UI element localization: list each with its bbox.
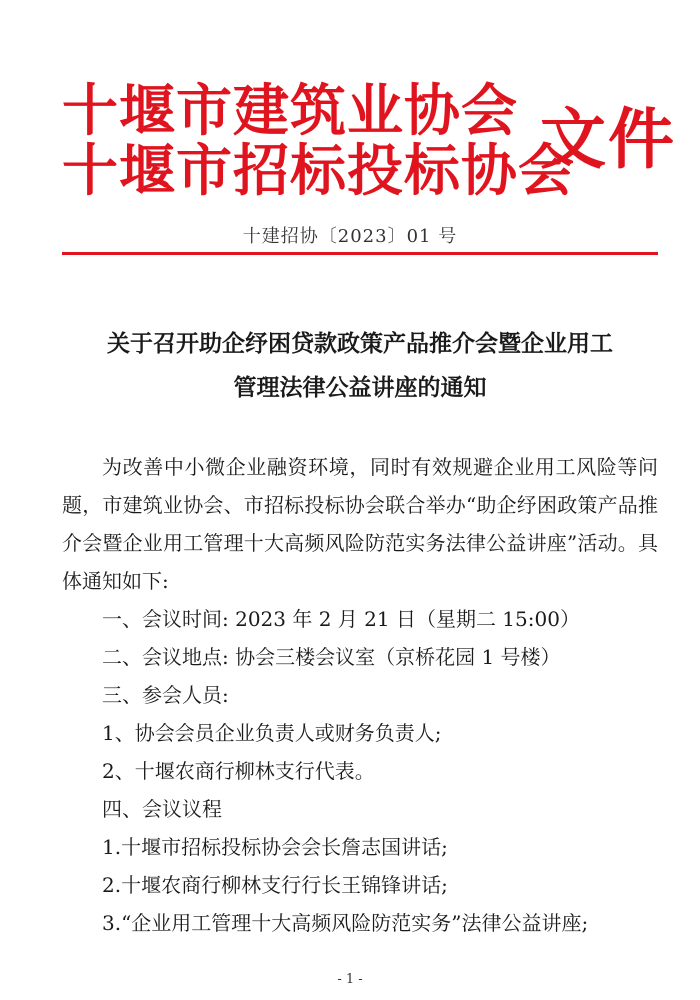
meeting-location: 二、会议地点: 协会三楼会议室（京桥花园 1 号楼） [102,645,561,669]
agenda-item-2: 2.十堰农商行柳林支行行长王锦锋讲话; [102,873,448,897]
issuer-name-bidding-association: 十堰市招标投标协会 [62,139,575,204]
notice-body [62,448,658,942]
notice-title [62,322,658,410]
agenda-item-3: 3.“企业用工管理十大高频风险防范实务”法律公益讲座; [102,911,589,935]
attendee-item-1: 1、协会会员企业负责人或财务负责人; [102,721,442,745]
attendee-item-2: 2、十堰农商行柳林支行代表。 [102,759,375,783]
page-number: - 1 - [337,972,363,987]
document-type-label: 文件 [540,101,676,178]
agenda-heading: 四、会议议程 [102,797,222,821]
notice-title-line-1: 关于召开助企纾困贷款政策产品推介会暨企业用工 [107,330,613,357]
attendees-heading: 三、参会人员: [102,683,229,707]
issuer-name-construction-association: 十堰市建筑业协会 [62,79,518,144]
agenda-item-1: 1.十堰市招标投标协会会长詹志国讲话; [102,835,448,859]
meeting-time: 一、会议时间: 2023 年 2 月 21 日（星期二 15:00） [102,607,580,631]
red-header-divider [62,252,658,255]
document-header [0,0,700,260]
notice-title-line-2: 管理法律公益讲座的通知 [233,374,487,401]
intro-paragraph: 为改善中小微企业融资环境，同时有效规避企业用工风险等问题，市建筑业协会、市招标投标协会联合举办“助企纾困政策产品推介会暨企业用工管理十大高频风险防范实务法律公益讲座”活动。具体通知如下: [62,455,658,593]
document-number: 十建招协〔2023〕01 号 [242,226,458,247]
